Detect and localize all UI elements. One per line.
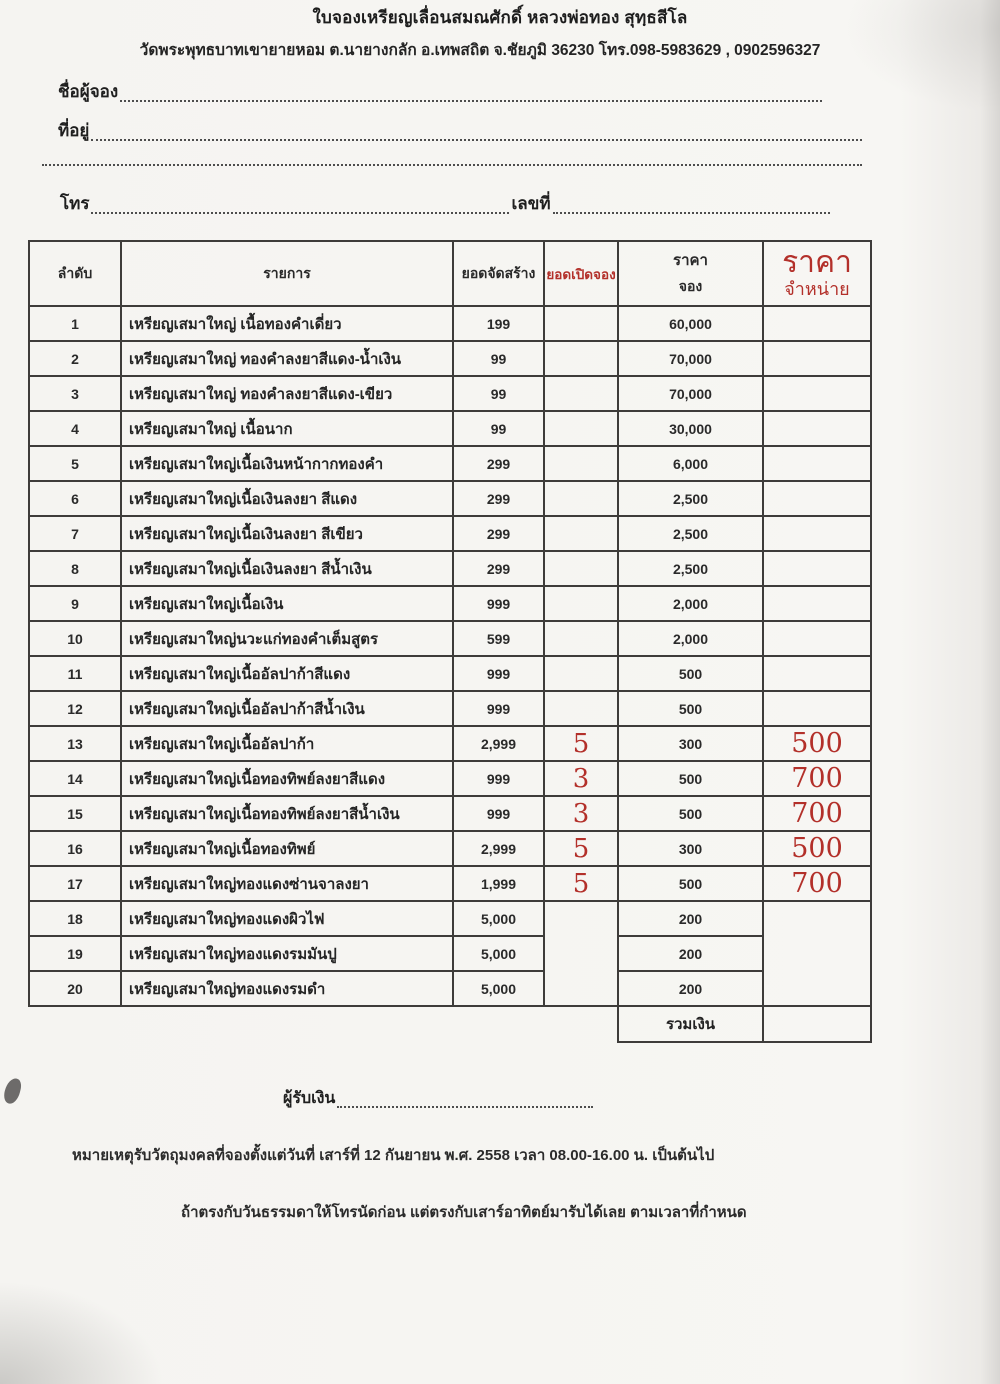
phone-and-number-field — [60, 190, 832, 217]
order-table-wrapper — [28, 240, 872, 1043]
address-dotted-line — [91, 135, 862, 141]
table-row — [29, 446, 871, 481]
cell-item-name: เหรียญเสมาใหญ่เนื้อเงิน — [121, 586, 453, 621]
total-row-spacer — [29, 1006, 618, 1042]
order-table-body — [29, 306, 871, 1006]
number-dotted-line — [553, 208, 830, 214]
cell-sale-price: 500 — [763, 726, 871, 761]
cell-booking-price: 500 — [618, 691, 763, 726]
cell-row-number: 7 — [29, 516, 121, 551]
temple-address: วัดพระพุทธบาทเขายายหอม ต.นายางกลัก อ.เทพสถิต จ.ชัยภูมิ 36230 โทร.098-5983629 , 0902596327 — [139, 42, 821, 59]
cell-quantity-made: 99 — [453, 411, 544, 446]
cell-sale-price — [763, 446, 871, 481]
address-dotted-line-2 — [42, 160, 862, 166]
cell-quantity-made: 999 — [453, 691, 544, 726]
table-row — [29, 831, 871, 866]
cell-open-booking: 5 — [544, 866, 618, 901]
cell-item-name: เหรียญเสมาใหญ่เนื้ออัลปาก้า — [121, 726, 453, 761]
cell-open-booking — [544, 306, 618, 341]
cell-item-name: เหรียญเสมาใหญ่ทองแดงรมดำ — [121, 971, 453, 1006]
cell-row-number: 19 — [29, 936, 121, 971]
header-sale-price-line2: จำหน่าย — [784, 278, 850, 300]
cell-sale-price — [763, 376, 871, 411]
number-label: เลขที่ — [511, 194, 551, 213]
cell-quantity-made: 5,000 — [453, 901, 544, 936]
table-row — [29, 866, 871, 901]
cell-open-booking — [544, 551, 618, 586]
cell-sale-price: 700 — [763, 761, 871, 796]
header-booking-price — [618, 241, 763, 306]
cell-sale-price — [763, 551, 871, 586]
cell-sale-price — [763, 656, 871, 691]
cell-booking-price: 6,000 — [618, 446, 763, 481]
cell-item-name: เหรียญเสมาใหญ่ เนื้อนาก — [121, 411, 453, 446]
cell-sale-price — [763, 516, 871, 551]
cell-row-number: 2 — [29, 341, 121, 376]
cell-row-number: 6 — [29, 481, 121, 516]
cell-open-booking — [544, 656, 618, 691]
cell-item-name: เหรียญเสมาใหญ่เนื้อทองทิพย์ลงยาสีแดง — [121, 761, 453, 796]
cell-sale-price — [763, 621, 871, 656]
header-booking-price-line2: จอง — [678, 277, 703, 294]
cell-item-name: เหรียญเสมาใหญ่ ทองคำลงยาสีแดง-เขียว — [121, 376, 453, 411]
table-row — [29, 481, 871, 516]
cell-quantity-made: 299 — [453, 481, 544, 516]
table-row — [29, 341, 871, 376]
table-row — [29, 376, 871, 411]
cell-open-booking — [544, 621, 618, 656]
cell-open-booking — [544, 376, 618, 411]
order-table — [28, 240, 872, 1043]
cell-quantity-made: 599 — [453, 621, 544, 656]
cell-booking-price: 70,000 — [618, 376, 763, 411]
cell-sale-price: 700 — [763, 866, 871, 901]
cell-booking-price: 300 — [618, 831, 763, 866]
booker-name-label: ชื่อผู้จอง — [58, 82, 119, 101]
cell-item-name: เหรียญเสมาใหญ่นวะแก่ทองคำเต็มสูตร — [121, 621, 453, 656]
header-item: รายการ — [121, 241, 453, 306]
table-row — [29, 761, 871, 796]
cell-quantity-made: 999 — [453, 761, 544, 796]
header-booking-price-line1: ราคา — [673, 251, 708, 269]
header-row-number: ลำดับ — [29, 241, 121, 306]
cell-row-number: 14 — [29, 761, 121, 796]
cell-item-name: เหรียญเสมาใหญ่เนื้อทองทิพย์ — [121, 831, 453, 866]
cell-row-number: 20 — [29, 971, 121, 1006]
total-amount-cell — [763, 1006, 871, 1042]
table-row — [29, 586, 871, 621]
cell-item-name: เหรียญเสมาใหญ่เนื้ออัลปาก้าสีแดง — [121, 656, 453, 691]
header-sale-price-line1: ราคา — [782, 244, 852, 280]
cell-quantity-made: 299 — [453, 446, 544, 481]
cell-row-number: 13 — [29, 726, 121, 761]
cell-open-booking — [544, 411, 618, 446]
cell-item-name: เหรียญเสมาใหญ่ เนื้อทองคำเดี่ยว — [121, 306, 453, 341]
cell-booking-price: 500 — [618, 656, 763, 691]
address-field — [58, 117, 864, 144]
cell-quantity-made: 999 — [453, 586, 544, 621]
cell-booking-price: 2,000 — [618, 621, 763, 656]
ink-smudge — [2, 1077, 23, 1106]
cell-item-name: เหรียญเสมาใหญ่เนื้ออัลปาก้าสีน้ำเงิน — [121, 691, 453, 726]
cell-row-number: 17 — [29, 866, 121, 901]
cell-sale-price — [763, 306, 871, 341]
cell-booking-price: 60,000 — [618, 306, 763, 341]
cell-row-number: 3 — [29, 376, 121, 411]
cell-quantity-made: 5,000 — [453, 971, 544, 1006]
cell-open-booking: 3 — [544, 796, 618, 831]
cell-row-number: 5 — [29, 446, 121, 481]
phone-dotted-line — [91, 208, 509, 214]
cell-open-booking-merged — [544, 901, 618, 1006]
cell-sale-price — [763, 586, 871, 621]
address-label: ที่อยู่ — [58, 121, 90, 140]
cell-item-name: เหรียญเสมาใหญ่เนื้อเงินหน้ากากทองคำ — [121, 446, 453, 481]
note-pickup-condition: ถ้าตรงกับวันธรรมดาให้โทรนัดก่อน แต่ตรงกับเสาร์อาทิตย์มารับได้เลย ตามเวลาที่กำหนด — [181, 1204, 747, 1221]
cell-item-name: เหรียญเสมาใหญ่ทองแดงผิวไฟ — [121, 901, 453, 936]
receiver-field — [283, 1086, 595, 1111]
cell-open-booking — [544, 586, 618, 621]
cell-booking-price: 2,000 — [618, 586, 763, 621]
cell-item-name: เหรียญเสมาใหญ่เนื้อเงินลงยา สีแดง — [121, 481, 453, 516]
cell-open-booking: 5 — [544, 831, 618, 866]
booker-name-dotted-line — [120, 96, 822, 102]
total-label: รวมเงิน — [618, 1006, 763, 1042]
cell-row-number: 8 — [29, 551, 121, 586]
table-row — [29, 971, 871, 1006]
page-title: ใบจองเหรียญเลื่อนสมณศักดิ์ หลวงพ่อทอง สุทฺธสีโล — [312, 8, 688, 27]
cell-row-number: 16 — [29, 831, 121, 866]
total-row — [29, 1006, 871, 1042]
receiver-dotted-line — [337, 1102, 593, 1108]
table-row — [29, 656, 871, 691]
phone-label: โทร — [60, 194, 90, 213]
header-sale-price — [763, 241, 871, 306]
cell-booking-price: 30,000 — [618, 411, 763, 446]
cell-open-booking — [544, 516, 618, 551]
cell-quantity-made: 2,999 — [453, 726, 544, 761]
cell-booking-price: 2,500 — [618, 481, 763, 516]
cell-quantity-made: 99 — [453, 341, 544, 376]
table-row — [29, 551, 871, 586]
cell-booking-price: 500 — [618, 761, 763, 796]
note-pickup-date: หมายเหตุรับวัตถุมงคลที่จองตั้งแต่วันที่ เสาร์ที่ 12 กันยายน พ.ศ. 2558 เวลา 08.00-16.00 น. เป็นต้นไป — [72, 1147, 715, 1164]
cell-booking-price: 200 — [618, 901, 763, 936]
cell-quantity-made: 999 — [453, 656, 544, 691]
cell-item-name: เหรียญเสมาใหญ่ทองแดงซ่านจาลงยา — [121, 866, 453, 901]
cell-quantity-made: 299 — [453, 516, 544, 551]
cell-quantity-made: 199 — [453, 306, 544, 341]
cell-booking-price: 200 — [618, 971, 763, 1006]
cell-open-booking — [544, 481, 618, 516]
cell-open-booking — [544, 341, 618, 376]
cell-open-booking — [544, 446, 618, 481]
cell-item-name: เหรียญเสมาใหญ่ทองแดงรมมันปู — [121, 936, 453, 971]
cell-row-number: 15 — [29, 796, 121, 831]
cell-sale-price-merged — [763, 901, 871, 1006]
cell-row-number: 9 — [29, 586, 121, 621]
table-row — [29, 726, 871, 761]
cell-quantity-made: 999 — [453, 796, 544, 831]
cell-booking-price: 300 — [618, 726, 763, 761]
cell-quantity-made: 2,999 — [453, 831, 544, 866]
cell-sale-price: 500 — [763, 831, 871, 866]
cell-sale-price — [763, 481, 871, 516]
cell-item-name: เหรียญเสมาใหญ่เนื้อทองทิพย์ลงยาสีน้ำเงิน — [121, 796, 453, 831]
cell-open-booking — [544, 691, 618, 726]
cell-row-number: 4 — [29, 411, 121, 446]
cell-quantity-made: 299 — [453, 551, 544, 586]
table-header-row — [29, 241, 871, 306]
table-row — [29, 901, 871, 936]
cell-row-number: 11 — [29, 656, 121, 691]
cell-row-number: 12 — [29, 691, 121, 726]
cell-item-name: เหรียญเสมาใหญ่เนื้อเงินลงยา สีน้ำเงิน — [121, 551, 453, 586]
table-row — [29, 691, 871, 726]
header-open-booking: ยอดเปิดจอง — [544, 241, 618, 306]
receiver-label: ผู้รับเงิน — [283, 1090, 336, 1107]
cell-sale-price: 700 — [763, 796, 871, 831]
cell-booking-price: 200 — [618, 936, 763, 971]
booker-name-field — [58, 78, 824, 105]
cell-open-booking: 3 — [544, 761, 618, 796]
cell-sale-price — [763, 411, 871, 446]
cell-sale-price — [763, 341, 871, 376]
cell-booking-price: 500 — [618, 796, 763, 831]
table-row — [29, 796, 871, 831]
cell-row-number: 1 — [29, 306, 121, 341]
cell-item-name: เหรียญเสมาใหญ่เนื้อเงินลงยา สีเขียว — [121, 516, 453, 551]
address-field-line2 — [40, 160, 864, 169]
cell-quantity-made: 5,000 — [453, 936, 544, 971]
cell-open-booking: 5 — [544, 726, 618, 761]
table-row — [29, 621, 871, 656]
table-row — [29, 936, 871, 971]
table-row — [29, 306, 871, 341]
cell-item-name: เหรียญเสมาใหญ่ ทองคำลงยาสีแดง-น้ำเงิน — [121, 341, 453, 376]
cell-booking-price: 2,500 — [618, 516, 763, 551]
header-quantity-made: ยอดจัดสร้าง — [453, 241, 544, 306]
cell-row-number: 10 — [29, 621, 121, 656]
cell-sale-price — [763, 691, 871, 726]
cell-booking-price: 500 — [618, 866, 763, 901]
cell-booking-price: 2,500 — [618, 551, 763, 586]
cell-row-number: 18 — [29, 901, 121, 936]
table-row — [29, 516, 871, 551]
cell-booking-price: 70,000 — [618, 341, 763, 376]
cell-quantity-made: 99 — [453, 376, 544, 411]
table-row — [29, 411, 871, 446]
cell-quantity-made: 1,999 — [453, 866, 544, 901]
